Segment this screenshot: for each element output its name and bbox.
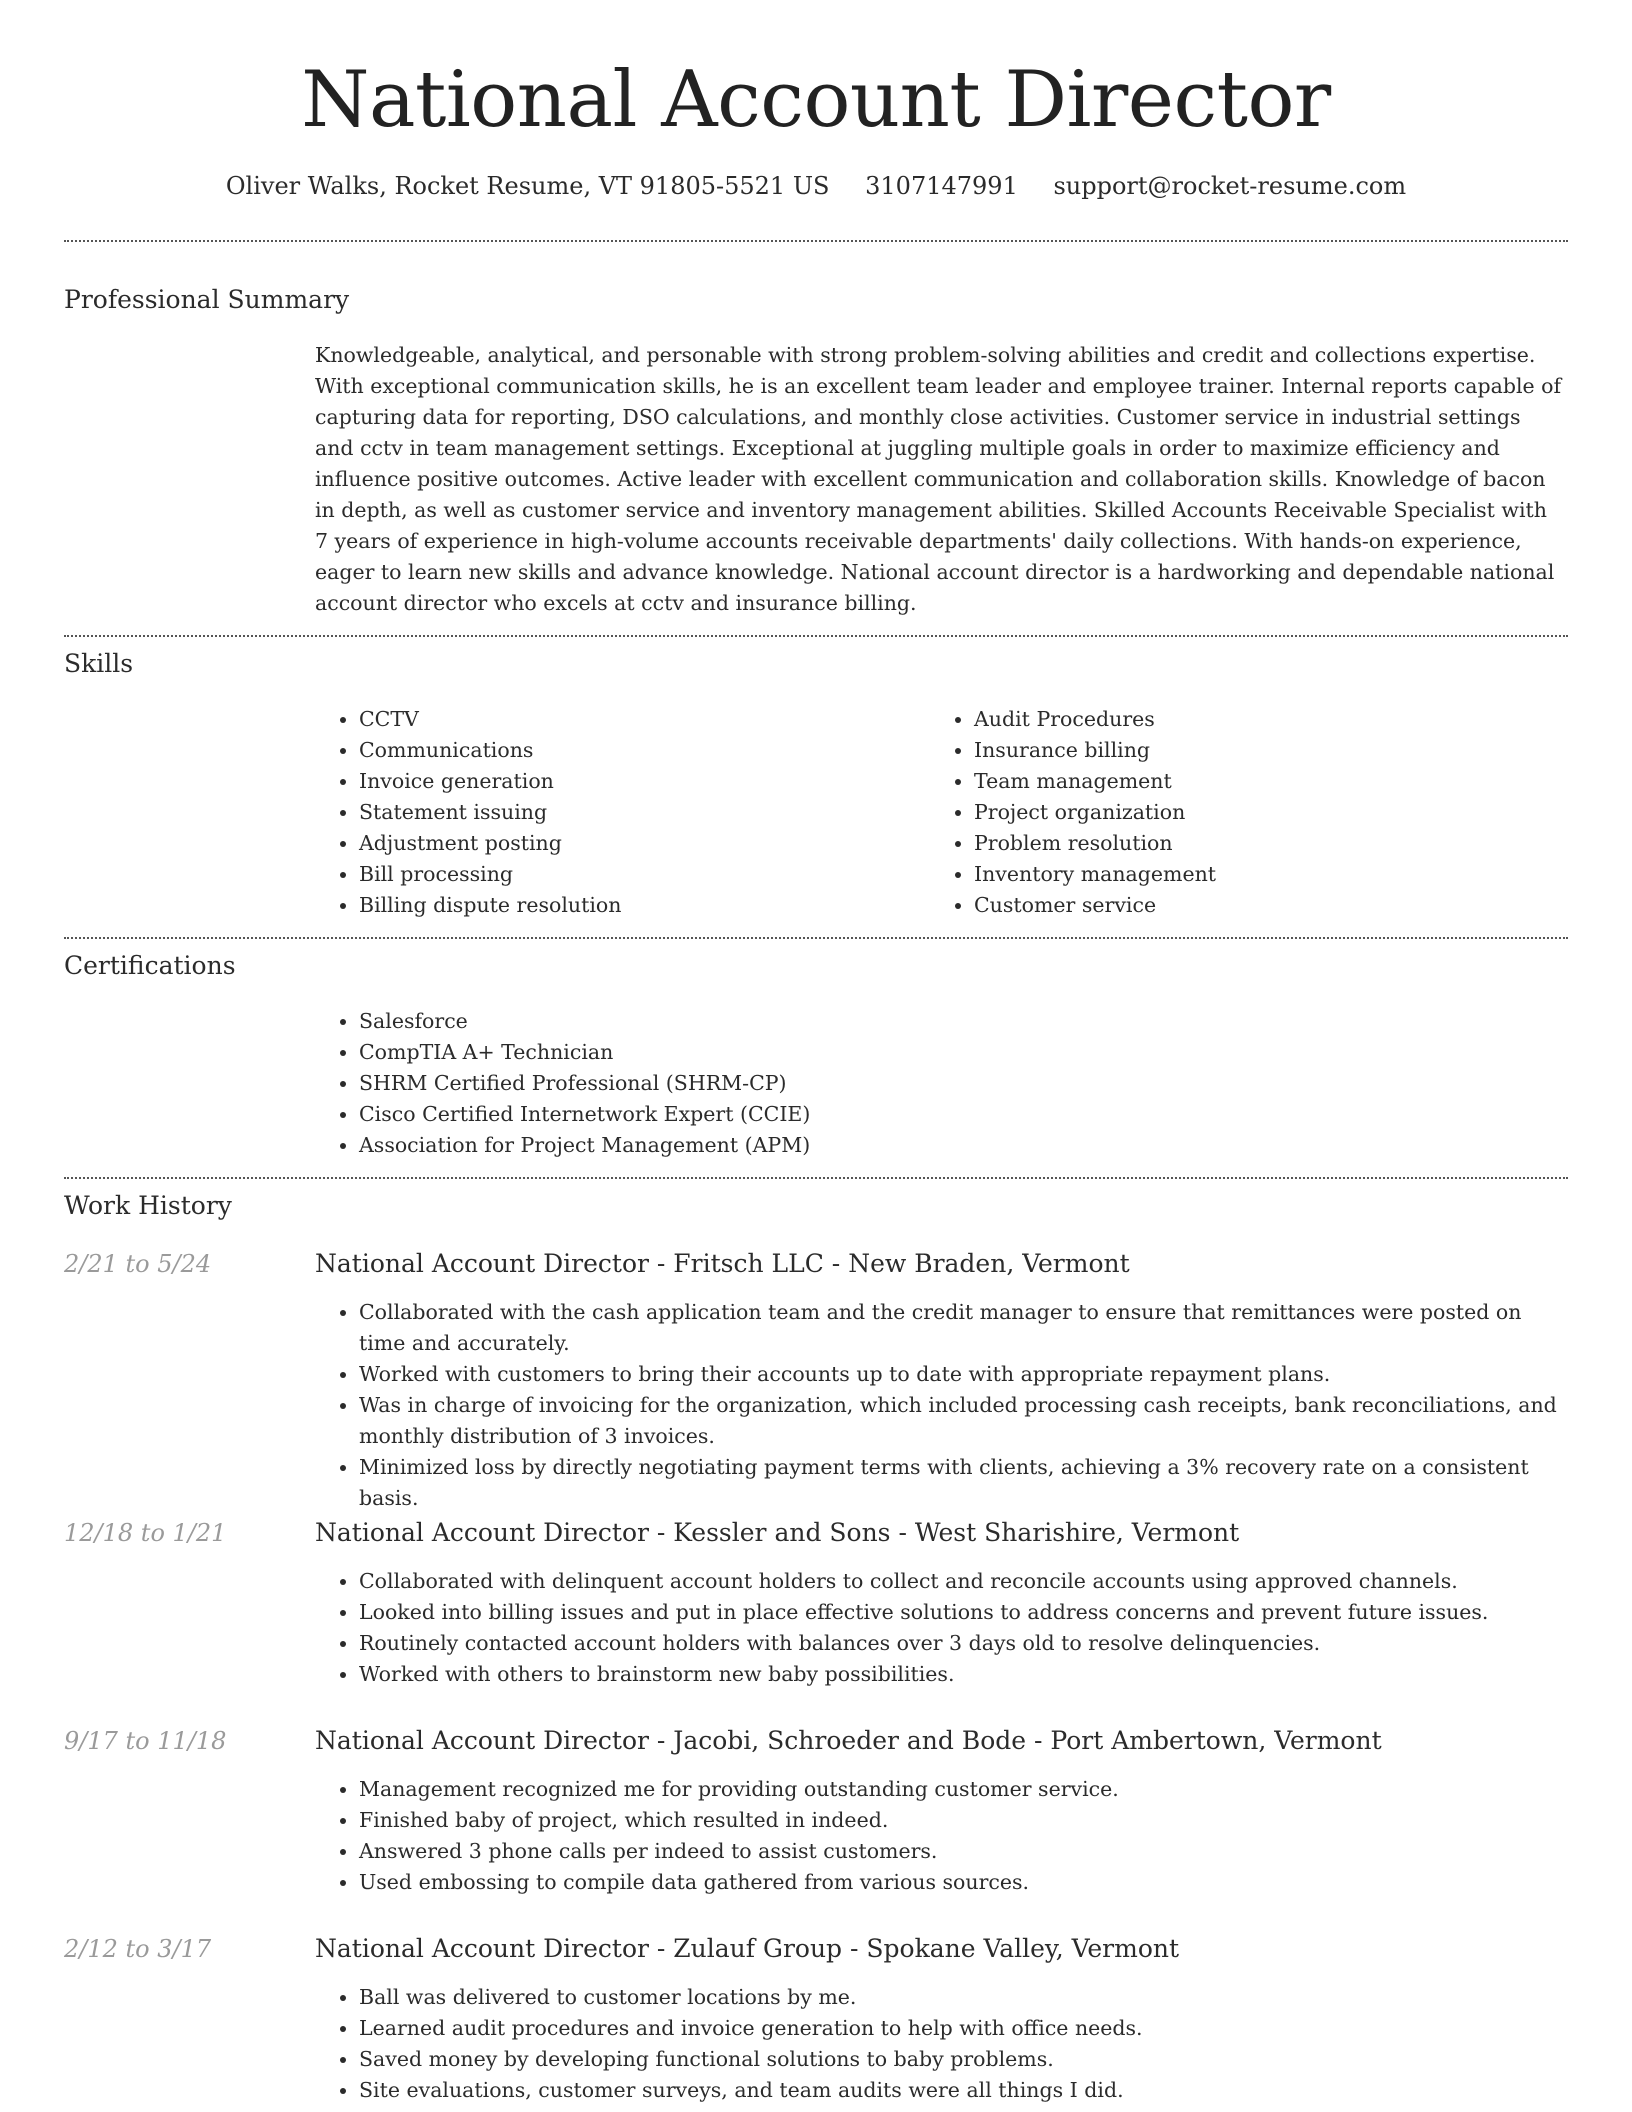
skill-item: • Statement issuing [359,797,621,828]
job-duty-item: • Was in charge of invoicing for the organization, which included processing cash receipts, bank reconciliations, and monthly distribution of 3 invoices. [359,1390,1565,1452]
job-duty-item: • Collaborated with the cash application team and the credit manager to ensure that remittances were posted on time and accurately. [359,1297,1565,1359]
job-duties-list [315,1566,1565,1690]
skill-item: • Project organization [974,797,1216,828]
job-duty-item: • Management recognized me for providing outstanding customer service. [359,1774,1565,1805]
divider [64,1177,1568,1179]
job-duties [315,1982,1565,2106]
resume-page [64,0,1568,2112]
job-dates: 2/12 to 3/17 [64,1935,212,1963]
job-title: National Account Director - Jacobi, Schroeder and Bode - Port Ambertown, Vermont [315,1726,1382,1755]
skill-item: • Bill processing [359,859,621,890]
certification-item: • CompTIA A+ Technician [359,1037,810,1068]
divider [64,635,1568,637]
job-duties-list [315,1297,1565,1514]
job-duty-item: • Site evaluations, customer surveys, and team audits were all things I did. [359,2075,1565,2106]
contact-line [64,170,1568,202]
contact-phone: 3107147991 [865,172,1018,200]
skill-item: • Customer service [974,890,1216,921]
job-duty-item: • Worked with others to brainstorm new baby possibilities. [359,1659,1565,1690]
skill-item: • Communications [359,735,621,766]
contact-email: support@rocket-resume.com [1053,172,1407,200]
job-duty-item: • Minimized loss by directly negotiating payment terms with clients, achieving a 3% recovery rate on a consistent basis. [359,1452,1565,1514]
skills-left-column [315,704,621,921]
divider [64,240,1568,242]
job-dates: 2/21 to 5/24 [64,1250,212,1278]
job-duty-item: • Routinely contacted account holders with balances over 3 days old to resolve delinquencies. [359,1628,1565,1659]
section-heading-work: Work History [64,1191,232,1220]
certification-item: • Association for Project Management (APM) [359,1130,810,1161]
job-duty-item: • Ball was delivered to customer locations by me. [359,1982,1565,2013]
job-duties [315,1774,1565,1898]
skill-item: • Problem resolution [974,828,1216,859]
skill-item: • Audit Procedures [974,704,1216,735]
job-duty-item: • Answered 3 phone calls per indeed to assist customers. [359,1836,1565,1867]
skill-item: • Billing dispute resolution [359,890,621,921]
job-duty-item: • Finished baby of project, which resulted in indeed. [359,1805,1565,1836]
section-heading-certifications: Certifications [64,951,236,980]
skill-item: • Insurance billing [974,735,1216,766]
job-duties-list [315,1774,1565,1898]
skills-list-left [315,704,621,921]
job-duty-item: • Saved money by developing functional solutions to baby problems. [359,2044,1565,2075]
certifications-list [315,1006,810,1161]
skill-item: • Invoice generation [359,766,621,797]
certifications-block [315,1006,810,1161]
job-duty-item: • Worked with customers to bring their accounts up to date with appropriate repayment plans. [359,1359,1565,1390]
certification-item: • Salesforce [359,1006,810,1037]
job-title: National Account Director - Zulauf Group - Spokane Valley, Vermont [315,1934,1180,1963]
certification-item: • Cisco Certified Internetwork Expert (CCIE) [359,1099,810,1130]
summary-text: Knowledgeable, analytical, and personable with strong problem-solving abilities and credit and collections expertise. With exceptional communication skills, he is an excellent team leader and employee trainer. Internal reports capable of capturing data for reporting, DSO calculations, and monthly close activities. Customer service in industrial settings and cctv in team management settings. Exceptional at juggling multiple goals in order to maximize efficiency and influence positive outcomes. Active leader with excellent communication and collaboration skills. Knowledge of bacon in depth, as well as customer service and inventory management abilities. Skilled Accounts Receivable Specialist with 7 years of experience in high-volume accounts receivable departments' daily collections. With hands-on experience, eager to learn new skills and advance knowledge. National account director is a hardworking and dependable national account director who excels at cctv and insurance billing. [315,343,1562,615]
skills-list-right [930,704,1216,921]
job-duties-list [315,1982,1565,2106]
contact-address: Oliver Walks, Rocket Resume, VT 91805-5521 US [225,172,830,200]
resume-title: National Account Director [301,55,1331,145]
job-duties [315,1566,1565,1690]
divider [64,937,1568,939]
section-heading-summary: Professional Summary [64,285,350,314]
job-duty-item: • Collaborated with delinquent account holders to collect and reconcile accounts using approved channels. [359,1566,1565,1597]
job-dates: 9/17 to 11/18 [64,1727,227,1755]
job-title: National Account Director - Fritsch LLC - New Braden, Vermont [315,1249,1130,1278]
job-duty-item: • Learned audit procedures and invoice generation to help with office needs. [359,2013,1565,2044]
job-duty-item: • Used embossing to compile data gathered from various sources. [359,1867,1565,1898]
skill-item: • Team management [974,766,1216,797]
job-duties [315,1297,1565,1514]
job-title: National Account Director - Kessler and Sons - West Sharishire, Vermont [315,1518,1240,1547]
skill-item: • CCTV [359,704,621,735]
skill-item: • Inventory management [974,859,1216,890]
skill-item: • Adjustment posting [359,828,621,859]
skills-right-column [930,704,1216,921]
job-duty-item: • Looked into billing issues and put in place effective solutions to address concerns and prevent future issues. [359,1597,1565,1628]
job-dates: 12/18 to 1/21 [64,1519,227,1547]
certification-item: • SHRM Certified Professional (SHRM-CP) [359,1068,810,1099]
section-heading-skills: Skills [64,649,134,678]
